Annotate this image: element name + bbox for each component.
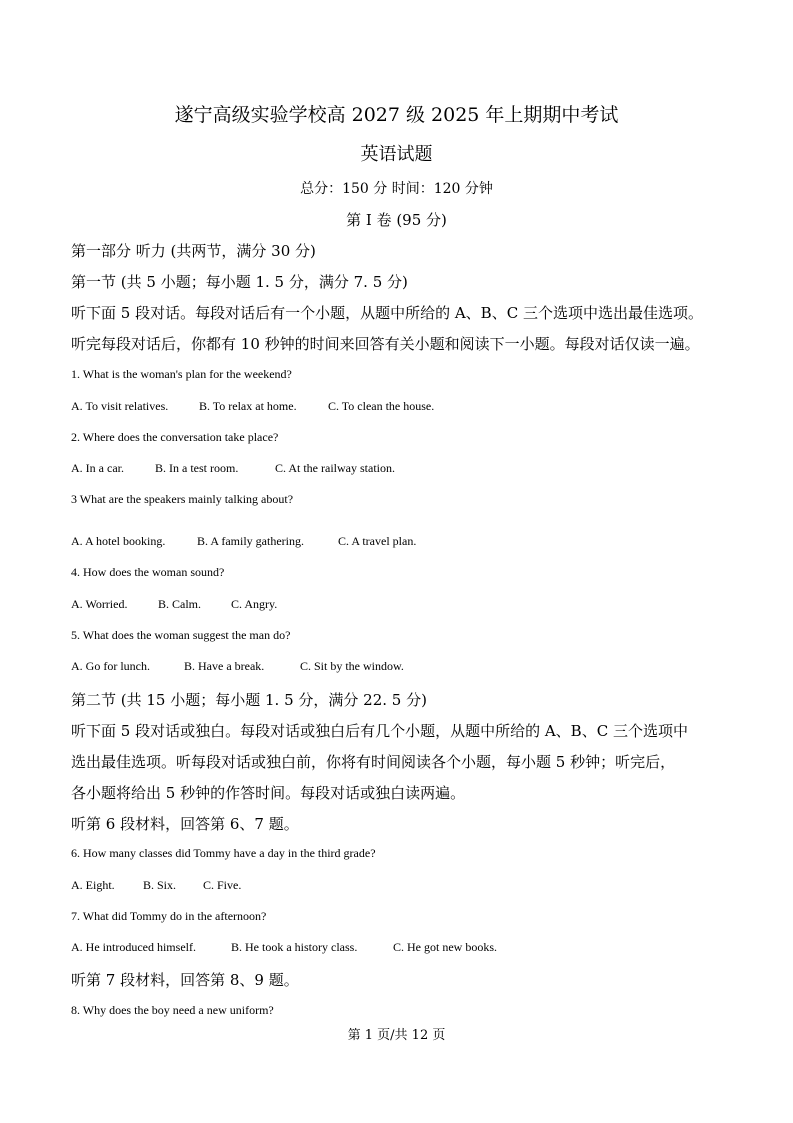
section2-heading: 第二节 (共 15 小题；每小题 1. 5 分，满分 22. 5 分) (71, 691, 427, 709)
question-7-options (71, 940, 497, 955)
option-c: C. To clean the house. (328, 399, 435, 413)
subject-title: 英语试题 (360, 144, 433, 165)
option-b: B. Have a break. (184, 659, 265, 673)
question-8: 8. Why does the boy need a new uniform? (71, 1003, 274, 1017)
question-6: 6. How many classes did Tommy have a day in the third grade? (71, 846, 376, 860)
question-1-options (71, 399, 434, 414)
part1-heading: 第一部分 听力 (共两节，满分 30 分) (71, 242, 316, 260)
section1-instructions-1: 听下面 5 段对话。每段对话后有一个小题，从题中所给的 A、B、C 三个选项中选出最佳选项。 (71, 304, 703, 322)
option-a: A. Go for lunch. (71, 659, 150, 673)
question-5: 5. What does the woman suggest the man do? (71, 628, 291, 642)
section2-instructions-1: 听下面 5 段对话或独白。每段对话或独白后有几个小题，从题中所给的 A、B、C 三个选项中 (71, 722, 688, 740)
material-6-heading: 听第 6 段材料，回答第 6、7 题。 (71, 815, 299, 833)
material-7-heading: 听第 7 段材料，回答第 8、9 题。 (71, 971, 299, 989)
option-c: C. Angry. (231, 597, 278, 611)
option-b: B. He took a history class. (231, 940, 358, 954)
question-2-options (71, 461, 395, 476)
section2-instructions-3: 各小题将给出 5 秒钟的作答时间。每段对话或独白读两遍。 (71, 784, 466, 802)
question-7: 7. What did Tommy do in the afternoon? (71, 909, 267, 923)
section1-heading: 第一节 (共 5 小题；每小题 1. 5 分，满分 7. 5 分) (71, 273, 408, 291)
page-number: 第 1 页/共 12 页 (347, 1028, 446, 1043)
question-5-options (71, 659, 404, 674)
option-a: A. Worried. (71, 597, 128, 611)
exam-title: 遂宁高级实验学校高 2027 级 2025 年上期期中考试 (174, 104, 619, 126)
question-4: 4. How does the woman sound? (71, 565, 225, 579)
option-a: A. A hotel booking. (71, 534, 166, 548)
question-6-options (71, 878, 241, 893)
option-b: B. Six. (143, 878, 177, 892)
option-a: A. He introduced himself. (71, 940, 196, 954)
option-c: C. A travel plan. (338, 534, 417, 548)
exam-info: 总分：150 分 时间：120 分钟 (300, 181, 493, 197)
option-b: B. A family gathering. (197, 534, 304, 548)
question-4-options (71, 597, 277, 612)
option-a: A. In a car. (71, 461, 124, 475)
option-c: C. Sit by the window. (300, 659, 404, 673)
question-3: 3 What are the speakers mainly talking about? (71, 492, 294, 506)
section1-instructions-2: 听完每段对话后，你都有 10 秒钟的时间来回答有关小题和阅读下一小题。每段对话仅读一遍。 (71, 335, 700, 353)
question-1: 1. What is the woman's plan for the weekend? (71, 367, 292, 381)
option-b: B. To relax at home. (199, 399, 297, 413)
option-c: C. He got new books. (393, 940, 497, 954)
option-a: A. To visit relatives. (71, 399, 169, 413)
section2-instructions-2: 选出最佳选项。听每段对话或独白前，你将有时间阅读各个小题，每小题 5 秒钟；听完后， (71, 753, 676, 771)
volume-heading: 第 I 卷 (95 分) (346, 211, 447, 229)
option-c: C. Five. (203, 878, 242, 892)
question-3-options (71, 534, 416, 549)
option-a: A. Eight. (71, 878, 115, 892)
option-b: B. In a test room. (155, 461, 239, 475)
option-b: B. Calm. (158, 597, 202, 611)
option-c: C. At the railway station. (275, 461, 395, 475)
question-2: 2. Where does the conversation take place? (71, 430, 279, 444)
